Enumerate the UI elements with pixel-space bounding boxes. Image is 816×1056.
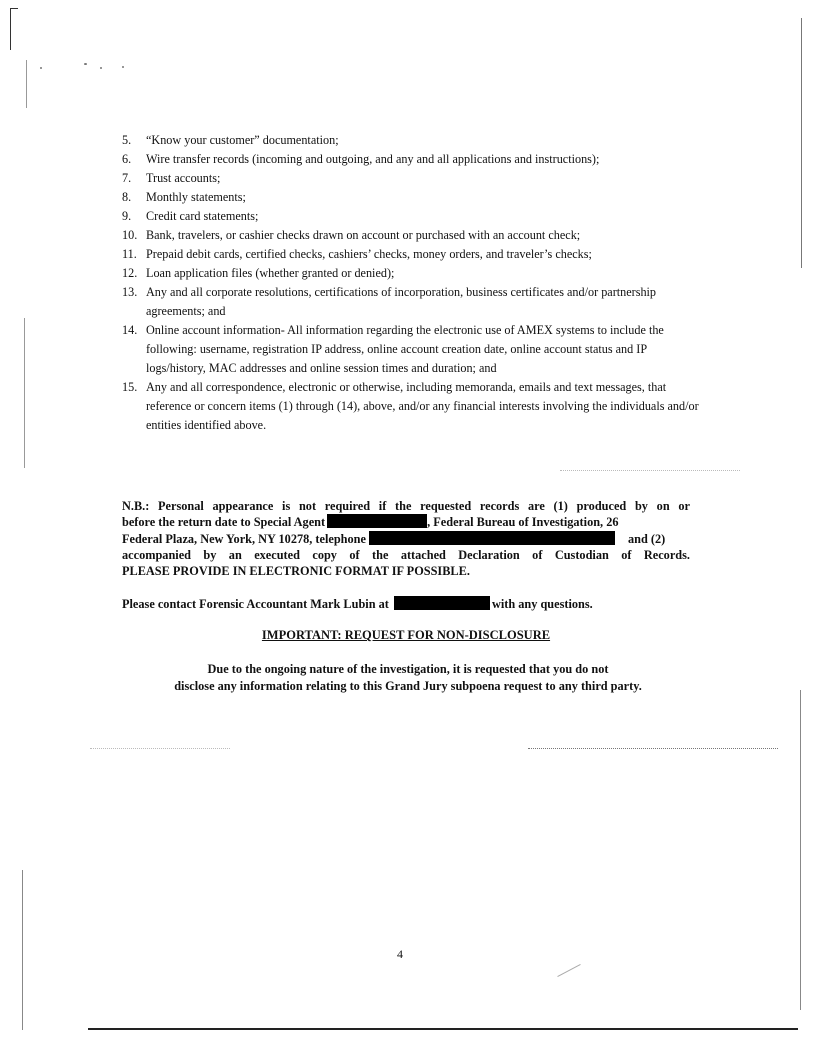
notice-line — [122, 531, 690, 547]
list-item — [122, 188, 702, 207]
notice-text: before the return date to Special Agent — [122, 515, 326, 530]
list-item-number: 12. — [122, 266, 138, 280]
redaction-block — [394, 596, 490, 610]
scan-speck — [122, 66, 124, 68]
notice-text: , Federal Bureau of Investigation, 26 — [427, 515, 619, 530]
list-item-number: 11. — [122, 247, 137, 261]
list-item-number: 9. — [122, 209, 132, 223]
list-item-text: Any and all corporate resolutions, certifications of incorporation, business certificates and/or partnership agreements; and — [146, 285, 657, 318]
list-item-number: 13. — [122, 285, 138, 299]
notice-line — [122, 514, 690, 530]
scan-edge-left-3 — [22, 870, 23, 1030]
list-item-number: 7. — [122, 171, 132, 185]
list-item-text: Loan application files (whether granted or denied); — [146, 266, 395, 280]
scan-bottom-rule — [88, 1028, 798, 1030]
scan-pen-stroke — [557, 964, 580, 977]
scan-speck — [100, 67, 102, 69]
list-item — [122, 321, 702, 378]
list-item-text: Bank, travelers, or cashier checks drawn on account or purchased with an account check; — [146, 228, 581, 242]
list-item-number: 10. — [122, 228, 138, 242]
list-item — [122, 378, 702, 435]
list-item — [122, 207, 702, 226]
scan-edge-left-1 — [26, 60, 27, 108]
list-item-text: Prepaid debit cards, certified checks, cashiers’ checks, money orders, and traveler’s checks; — [146, 247, 592, 261]
list-item-number: 8. — [122, 190, 132, 204]
scan-edge-right-2 — [800, 690, 801, 1010]
scan-bracket-vertical — [10, 8, 11, 50]
scan-noise-line — [90, 748, 230, 749]
list-item-text: Online account information- All information regarding the electronic use of AMEX systems to include the following: username, registration IP address, online account creation date, online account status and IP logs/history, MAC addresses and online session times and duration; and — [146, 323, 664, 375]
list-item-text: “Know your customer” documentation; — [146, 133, 339, 147]
list-item — [122, 131, 702, 150]
list-item-text: Wire transfer records (incoming and outgoing, and any and all applications and instructions); — [146, 152, 600, 166]
list-item — [122, 245, 702, 264]
scan-edge-left-2 — [24, 318, 25, 468]
list-item-number: 14. — [122, 323, 138, 337]
list-item — [122, 169, 702, 188]
notice-line: accompanied by an executed copy of the attached Declaration of Custodian of Records. — [122, 547, 690, 562]
list-item-number: 15. — [122, 380, 138, 394]
nondisclosure-line: Due to the ongoing nature of the investigation, it is requested that you do not — [207, 662, 609, 676]
nondisclosure-line: disclose any information relating to this Grand Jury subpoena request to any third party. — [174, 679, 642, 693]
scan-edge-right-1 — [801, 18, 802, 268]
redaction-block — [369, 531, 615, 545]
scan-noise-line — [528, 748, 778, 749]
redaction-block — [327, 514, 427, 528]
list-item-text: Monthly statements; — [146, 190, 246, 204]
list-item — [122, 264, 702, 283]
page-number: 4 — [397, 947, 403, 961]
nondisclosure-paragraph — [118, 661, 698, 695]
list-item — [122, 283, 702, 321]
list-item — [122, 150, 702, 169]
notice-line: N.B.: Personal appearance is not required if the requested records are (1) produced by on or — [122, 499, 690, 513]
contact-line — [122, 596, 702, 612]
records-list — [122, 131, 702, 435]
scan-bracket-horizontal — [10, 8, 18, 9]
list-item-number: 5. — [122, 133, 132, 147]
scan-speck — [40, 67, 42, 69]
appearance-notice — [122, 498, 690, 579]
nondisclosure-heading: IMPORTANT: REQUEST FOR NON-DISCLOSURE — [261, 628, 551, 642]
contact-text: with any questions. — [491, 597, 593, 611]
notice-line: PLEASE PROVIDE IN ELECTRONIC FORMAT IF POSSIBLE. — [122, 564, 470, 579]
scan-noise-line — [560, 470, 740, 471]
notice-text: Federal Plaza, New York, NY 10278, telephone — [122, 531, 366, 546]
contact-text: Please contact Forensic Accountant Mark Lubin at — [122, 597, 389, 611]
scan-speck — [84, 63, 87, 65]
list-item-text: Any and all correspondence, electronic or otherwise, including memoranda, emails and text messages, that reference or concern items (1) through (14), above, and/or any financial interests involving the individuals and/or entities identified above. — [146, 380, 699, 432]
notice-text: and (2) — [627, 531, 666, 546]
list-item-text: Trust accounts; — [146, 171, 221, 185]
list-item-number: 6. — [122, 152, 132, 166]
list-item — [122, 226, 702, 245]
list-item-text: Credit card statements; — [146, 209, 259, 223]
